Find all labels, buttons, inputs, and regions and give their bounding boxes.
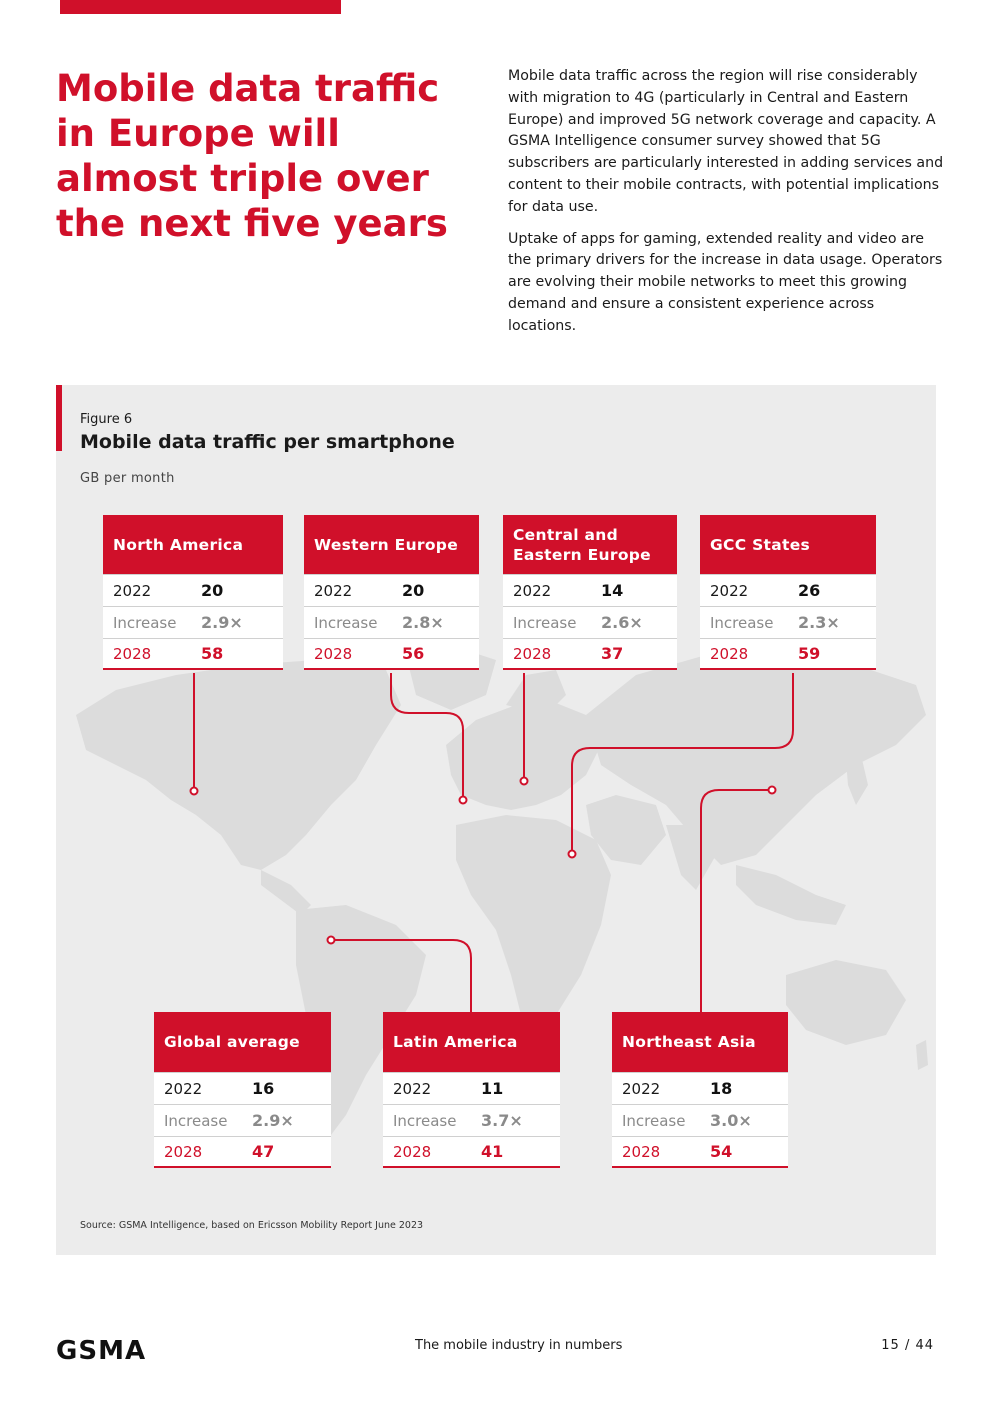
value-2028: 41 bbox=[481, 1142, 504, 1161]
row-2022: 2022 20 bbox=[304, 574, 479, 606]
map-central-america bbox=[261, 870, 311, 915]
region-card-gcc-states bbox=[700, 515, 876, 670]
page-headline: Mobile data traffic in Europe will almost triple over the next five years bbox=[56, 67, 448, 245]
figure-unit: GB per month bbox=[80, 471, 175, 486]
map-australia bbox=[786, 960, 906, 1045]
value-increase: 2.9× bbox=[201, 613, 243, 632]
value-2028: 59 bbox=[798, 644, 821, 663]
page-number: 15 / 44 bbox=[881, 1338, 934, 1353]
value-increase: 2.6× bbox=[601, 613, 643, 632]
figure-title: Mobile data traffic per smartphone bbox=[80, 431, 455, 453]
row-increase: Increase 2.9× bbox=[103, 606, 283, 638]
footer-title: The mobile industry in numbers bbox=[415, 1338, 623, 1353]
region-name: Central and Eastern Europe bbox=[503, 515, 677, 574]
figure-panel bbox=[56, 385, 936, 1255]
marker-north-america bbox=[191, 788, 198, 795]
row-2022: 2022 16 bbox=[154, 1072, 331, 1104]
value-2028: 47 bbox=[252, 1142, 275, 1161]
value-2022: 11 bbox=[481, 1079, 504, 1098]
region-name: Western Europe bbox=[304, 515, 479, 574]
row-2028: 2028 47 bbox=[154, 1136, 331, 1168]
region-card-global-average bbox=[154, 1012, 331, 1168]
map-north-america bbox=[76, 660, 401, 870]
marker-gcc-states bbox=[569, 851, 576, 858]
map-india bbox=[666, 825, 716, 890]
figure-label: Figure 6 bbox=[80, 412, 133, 427]
row-2028: 2028 56 bbox=[304, 638, 479, 670]
value-2028: 56 bbox=[402, 644, 425, 663]
marker-central-eastern-europe bbox=[521, 778, 528, 785]
region-name: Global average bbox=[154, 1012, 331, 1072]
row-2028: 2028 37 bbox=[503, 638, 677, 670]
row-2022: 2022 20 bbox=[103, 574, 283, 606]
intro-paragraph-1: Mobile data traffic across the region will rise considerably with migration to 4G (particularly in Central and Eastern Europe) and improved 5G network coverage and capacity. A GSMA Intelligence consumer survey showed that 5G subscribers are particularly interested in adding services and content to their mobile contracts, with potential implications for data use. bbox=[508, 68, 944, 215]
value-2022: 26 bbox=[798, 581, 821, 600]
region-name: North America bbox=[103, 515, 283, 574]
marker-latin-america bbox=[328, 937, 335, 944]
row-increase: Increase 2.8× bbox=[304, 606, 479, 638]
region-name: GCC States bbox=[700, 515, 876, 574]
figure-accent-bar bbox=[56, 385, 62, 451]
value-2022: 14 bbox=[601, 581, 624, 600]
figure-source: Source: GSMA Intelligence, based on Ericsson Mobility Report June 2023 bbox=[80, 1220, 424, 1231]
region-card-latin-america bbox=[383, 1012, 560, 1168]
row-increase: Increase 3.0× bbox=[612, 1104, 788, 1136]
region-card-north-america bbox=[103, 515, 283, 670]
row-2028: 2028 41 bbox=[383, 1136, 560, 1168]
row-2022: 2022 18 bbox=[612, 1072, 788, 1104]
row-increase: Increase 2.6× bbox=[503, 606, 677, 638]
row-increase: Increase 3.7× bbox=[383, 1104, 560, 1136]
value-2028: 58 bbox=[201, 644, 224, 663]
row-increase: Increase 2.9× bbox=[154, 1104, 331, 1136]
region-name: Northeast Asia bbox=[612, 1012, 788, 1072]
marker-western-europe bbox=[460, 797, 467, 804]
value-2022: 20 bbox=[402, 581, 425, 600]
value-increase: 3.7× bbox=[481, 1111, 523, 1130]
row-2028: 2028 59 bbox=[700, 638, 876, 670]
value-increase: 2.9× bbox=[252, 1111, 294, 1130]
value-increase: 2.8× bbox=[402, 613, 444, 632]
row-2028: 2028 58 bbox=[103, 638, 283, 670]
intro-paragraph-2: Uptake of apps for gaming, extended reality and video are the primary drivers for the increase in data usage. Operators are evolving their mobile networks to meet this growing demand and ensure a consistent experience across locations. bbox=[508, 230, 943, 334]
top-accent-bar bbox=[60, 0, 341, 14]
value-2028: 54 bbox=[710, 1142, 733, 1161]
row-2022: 2022 14 bbox=[503, 574, 677, 606]
row-2028: 2028 54 bbox=[612, 1136, 788, 1168]
region-name: Latin America bbox=[383, 1012, 560, 1072]
map-japan bbox=[846, 755, 868, 805]
region-card-central-eastern-europe bbox=[503, 515, 677, 670]
row-increase: Increase 2.3× bbox=[700, 606, 876, 638]
row-2022: 2022 11 bbox=[383, 1072, 560, 1104]
marker-northeast-asia bbox=[769, 787, 776, 794]
region-card-western-europe bbox=[304, 515, 479, 670]
gsma-logo: GSMA bbox=[56, 1336, 147, 1366]
value-2022: 16 bbox=[252, 1079, 275, 1098]
value-2022: 18 bbox=[710, 1079, 733, 1098]
value-increase: 2.3× bbox=[798, 613, 840, 632]
intro-text bbox=[508, 66, 944, 348]
map-new-zealand bbox=[916, 1040, 928, 1070]
value-2028: 37 bbox=[601, 644, 624, 663]
region-card-northeast-asia bbox=[612, 1012, 788, 1168]
value-increase: 3.0× bbox=[710, 1111, 752, 1130]
value-2022: 20 bbox=[201, 581, 224, 600]
map-southeast-asia bbox=[736, 865, 846, 925]
map-africa bbox=[456, 815, 611, 1035]
row-2022: 2022 26 bbox=[700, 574, 876, 606]
